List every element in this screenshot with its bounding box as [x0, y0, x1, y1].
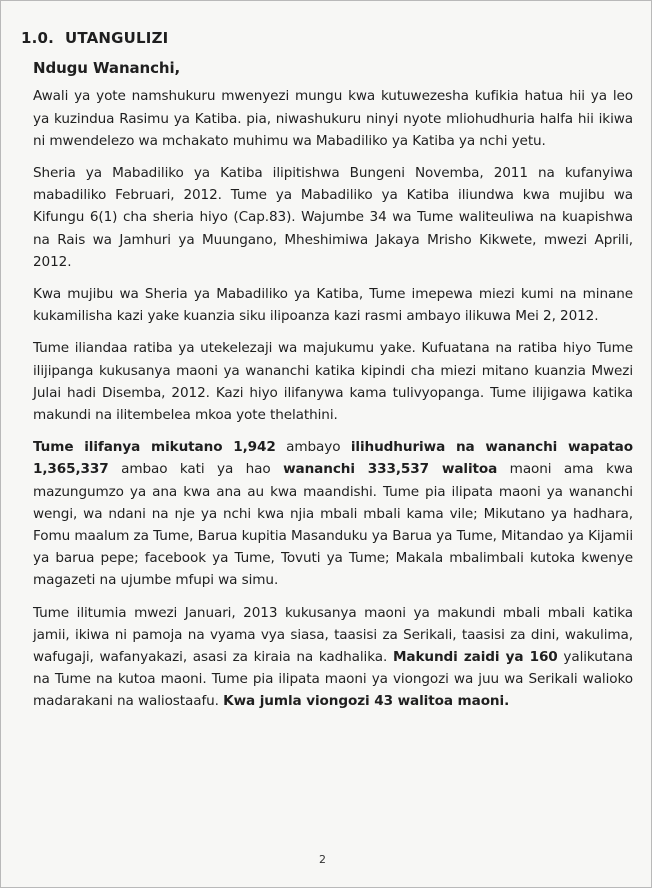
bold-text: Makundi zaidi ya 160 [392, 649, 558, 666]
paragraph-list [21, 85, 633, 712]
paragraph-3 [33, 283, 633, 327]
text-run: Kwa mujibu wa Sheria ya Mabadiliko ya Katiba, Tume imepewa miezi kumi na minane kukamilisha kazi yake kuanzia siku ilipoanza kazi rasmi ambayo ilikuwa Mei 2, 2012. [33, 286, 633, 325]
text-run: Awali ya yote namshukuru mwenyezi mungu kwa kutuwezesha kufikia hatua hii ya leo ya kuzindua Rasimu ya Katiba. pia, niwashukuru ninyi nyote mliohudhuria halfa hii ikiwa ni mwendelezo wa mchakato muhimu wa Mabadiliko ya Katiba ya nchi yetu. [33, 88, 633, 149]
text-run: Sheria ya Mabadiliko ya Katiba ilipitishwa Bungeni Novemba, 2011 na kufanyiwa mabadiliko Februari, 2012. Tume ya Mabadiliko ya Katiba iliundwa kwa mujibu wa Kifungu 6(1) cha sheria hiyo (Cap.83). Wajumbe 34 wa Tume waliteuliwa na kuapishwa na Rais wa Jamhuri ya Muungano, Mheshimiwa Jakaya Mrisho Kikwete, mwezi Aprili, 2012. [33, 165, 633, 270]
paragraph-1 [33, 85, 633, 152]
text-run: Tume ilitumia mwezi Januari, 2013 kukusanya maoni ya makundi mbali mbali katika jamii, ikiwa ni pamoja na vyama vya siasa, taasisi za Serikali, taasisi za dini, wakulima, wafugaji, wafanyakazi, asasi za kiraia na kadhalika. [33, 604, 633, 666]
section-heading [21, 27, 633, 49]
section-title: UTANGULIZI [64, 29, 169, 47]
text-run: yalikutana na Tume na kutoa maoni. Tume pia ilipata maoni ya viongozi wa juu wa Serikali walioko madarakani na waliostaafu. [33, 649, 633, 710]
bold-text: wananchi 333,537 walitoa [283, 461, 498, 478]
bold-text: Kwa jumla viongozi 43 walitoa maoni. [223, 693, 510, 710]
salutation: Ndugu Wananchi, [33, 59, 181, 78]
text-run: ambayo [275, 439, 351, 456]
page-content [21, 27, 633, 723]
text-run: Tume iliandaa ratiba ya utekelezaji wa majukumu yake. Kufuatana na ratiba hiyo Tume ilijipanga kukusanya maoni ya wananchi katika kipindi cha miezi mitano kuanzia Mwezi Julai hadi Disemba, 2012. Kazi hiyo ilifanywa kama tulivyopanga. Tume ilijigawa katika makundi na ilitembelea mkoa yote thelathini. [33, 340, 633, 424]
page-number: 2 [319, 853, 326, 866]
text-run: ambao kati ya hao [108, 461, 284, 478]
paragraph-6 [33, 602, 633, 713]
paragraph-5 [33, 436, 633, 591]
text-run: maoni ama kwa mazungumzo ya ana kwa ana au kwa maandishi. Tume pia ilipata maoni ya wananchi wengi, wa ndani na nje ya nchi kwa njia mbali mbali kama vile; Mikutano ya hadhara, Fomu maalum za Tume, Barua kupitia Masanduku ya Barua ya Tume, Mitandao ya Kijamii ya barua pepe; facebook ya Tume, Tovuti ya Tume; Makala mbalimbali kutoka kwenye magazeti na ujumbe mfupi wa simu. [33, 461, 633, 589]
bold-text: Tume ilifanya mikutano 1,942 [33, 439, 276, 456]
paragraph-2 [33, 162, 633, 273]
section-number: 1.0. [21, 29, 55, 47]
bold-text: ilihudhuriwa na wananchi wapatao 1,365,337 [33, 439, 633, 478]
paragraph-4 [33, 337, 633, 426]
